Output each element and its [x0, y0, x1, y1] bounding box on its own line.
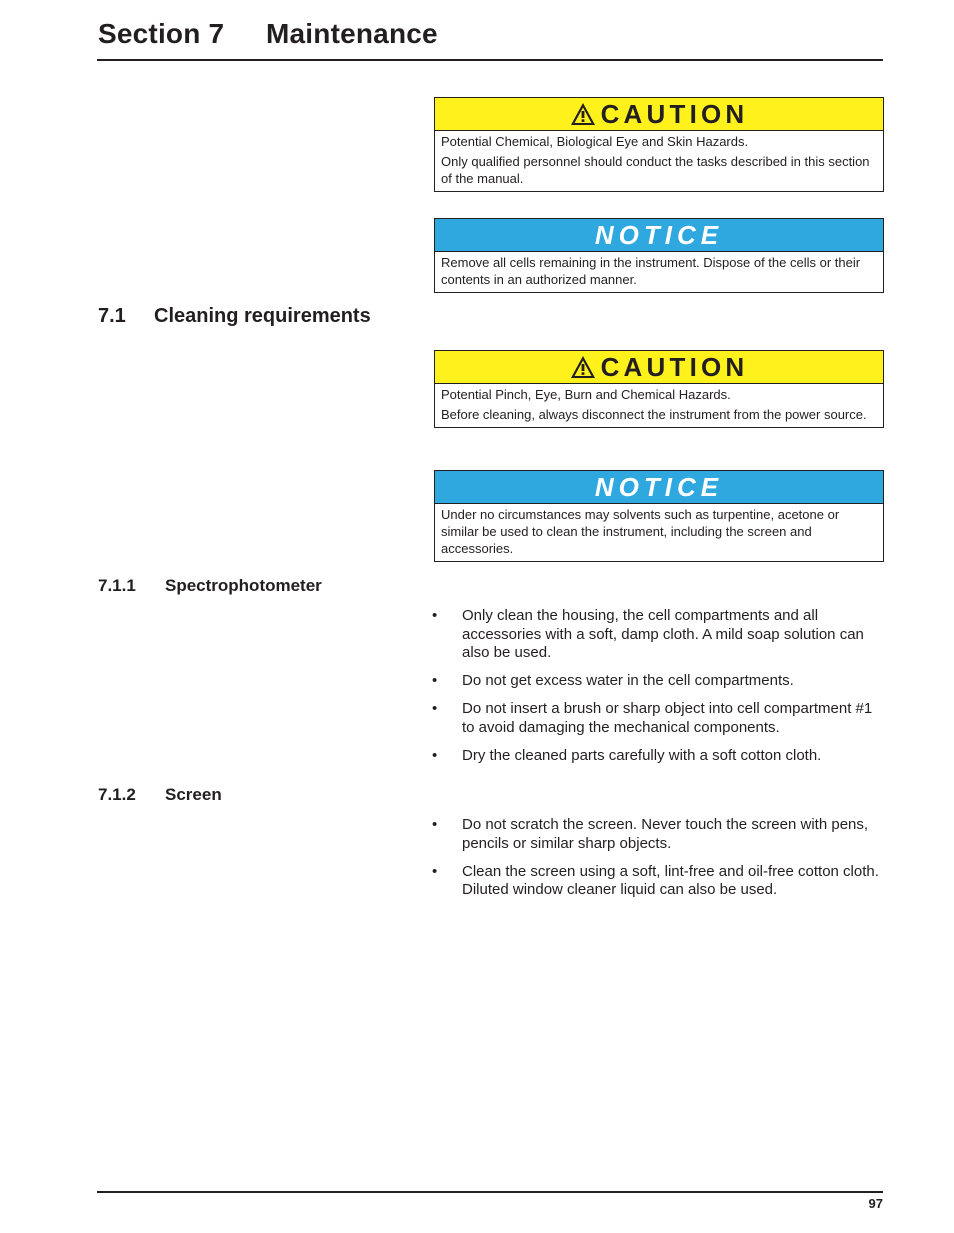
caution-header — [435, 98, 883, 131]
caution-body — [435, 384, 883, 427]
page-title — [98, 18, 438, 50]
screen-bullet-list — [432, 816, 884, 909]
heading-number: 7.1.1 — [98, 576, 136, 595]
list-item-text: Do not get excess water in the cell compartments. — [462, 672, 794, 689]
caution-label: CAUTION — [600, 352, 749, 382]
caution-line: Potential Pinch, Eye, Burn and Chemical Hazards. — [441, 387, 731, 402]
caution-line: Before cleaning, always disconnect the instrument from the power source. — [441, 407, 867, 422]
notice-line: Under no circumstances may solvents such as turpentine, acetone or similar be used to clean the instrument, including the screen and accessories. — [441, 507, 840, 556]
heading-number: 7.1.2 — [98, 785, 136, 804]
heading-number: 7.1 — [98, 305, 126, 327]
notice-header — [435, 471, 883, 504]
footer-rule — [97, 1191, 883, 1193]
caution-line: Potential Chemical, Biological Eye and Skin Hazards. — [441, 134, 749, 149]
notice-box-cells — [434, 218, 884, 293]
list-item — [432, 672, 884, 691]
list-item-text: Dry the cleaned parts carefully with a soft cotton cloth. — [462, 746, 822, 764]
list-item — [432, 816, 884, 853]
notice-body — [435, 504, 883, 561]
section-number: Section 7 — [98, 18, 225, 49]
page-number: 97 — [868, 1196, 883, 1211]
heading-screen — [98, 785, 222, 805]
heading-text: Spectrophotometer — [165, 576, 322, 595]
list-item — [432, 700, 884, 737]
caution-header — [435, 351, 883, 384]
warning-triangle-icon — [570, 102, 596, 126]
heading-cleaning-requirements — [98, 305, 371, 328]
notice-label: NOTICE — [594, 220, 724, 250]
caution-box-general — [434, 97, 884, 192]
notice-body — [435, 252, 883, 292]
list-item-text: Do not insert a brush or sharp object into cell compartment #1 to avoid damaging the mechanical components. — [462, 700, 873, 736]
list-item — [432, 747, 884, 766]
notice-line: Remove all cells remaining in the instrument. Dispose of the cells or their contents in an authorized manner. — [441, 255, 861, 287]
list-item-text: Clean the screen using a soft, lint-free and oil-free cotton cloth. Diluted window cleaner liquid can also be used. — [462, 862, 879, 898]
section-title: Maintenance — [266, 18, 438, 49]
caution-box-pinch — [434, 350, 884, 428]
list-item-text: Only clean the housing, the cell compartments and all accessories with a soft, damp cloth. A mild soap solution can also be used. — [462, 607, 864, 661]
caution-label: CAUTION — [600, 99, 749, 129]
bullet-glyph: • — [432, 607, 438, 624]
bullet-glyph: • — [432, 700, 438, 717]
list-item — [432, 607, 884, 663]
heading-spectrophotometer — [98, 576, 322, 596]
bullet-glyph: • — [432, 862, 438, 880]
notice-header — [435, 219, 883, 252]
spectrophotometer-bullet-list — [432, 607, 884, 775]
warning-triangle-icon — [570, 355, 596, 379]
caution-line: Only qualified personnel should conduct the tasks described in this section of the manual. — [441, 154, 870, 186]
caution-body — [435, 131, 883, 191]
notice-box-solvents — [434, 470, 884, 562]
list-item — [432, 863, 884, 900]
heading-text: Screen — [165, 785, 222, 804]
heading-text: Cleaning requirements — [154, 305, 371, 327]
header-rule — [97, 59, 883, 61]
bullet-glyph: • — [432, 746, 438, 764]
list-item-text: Do not scratch the screen. Never touch the screen with pens, pencils or similar sharp objects. — [462, 816, 869, 852]
notice-label: NOTICE — [594, 472, 724, 502]
bullet-glyph: • — [432, 816, 438, 833]
bullet-glyph: • — [432, 672, 438, 689]
